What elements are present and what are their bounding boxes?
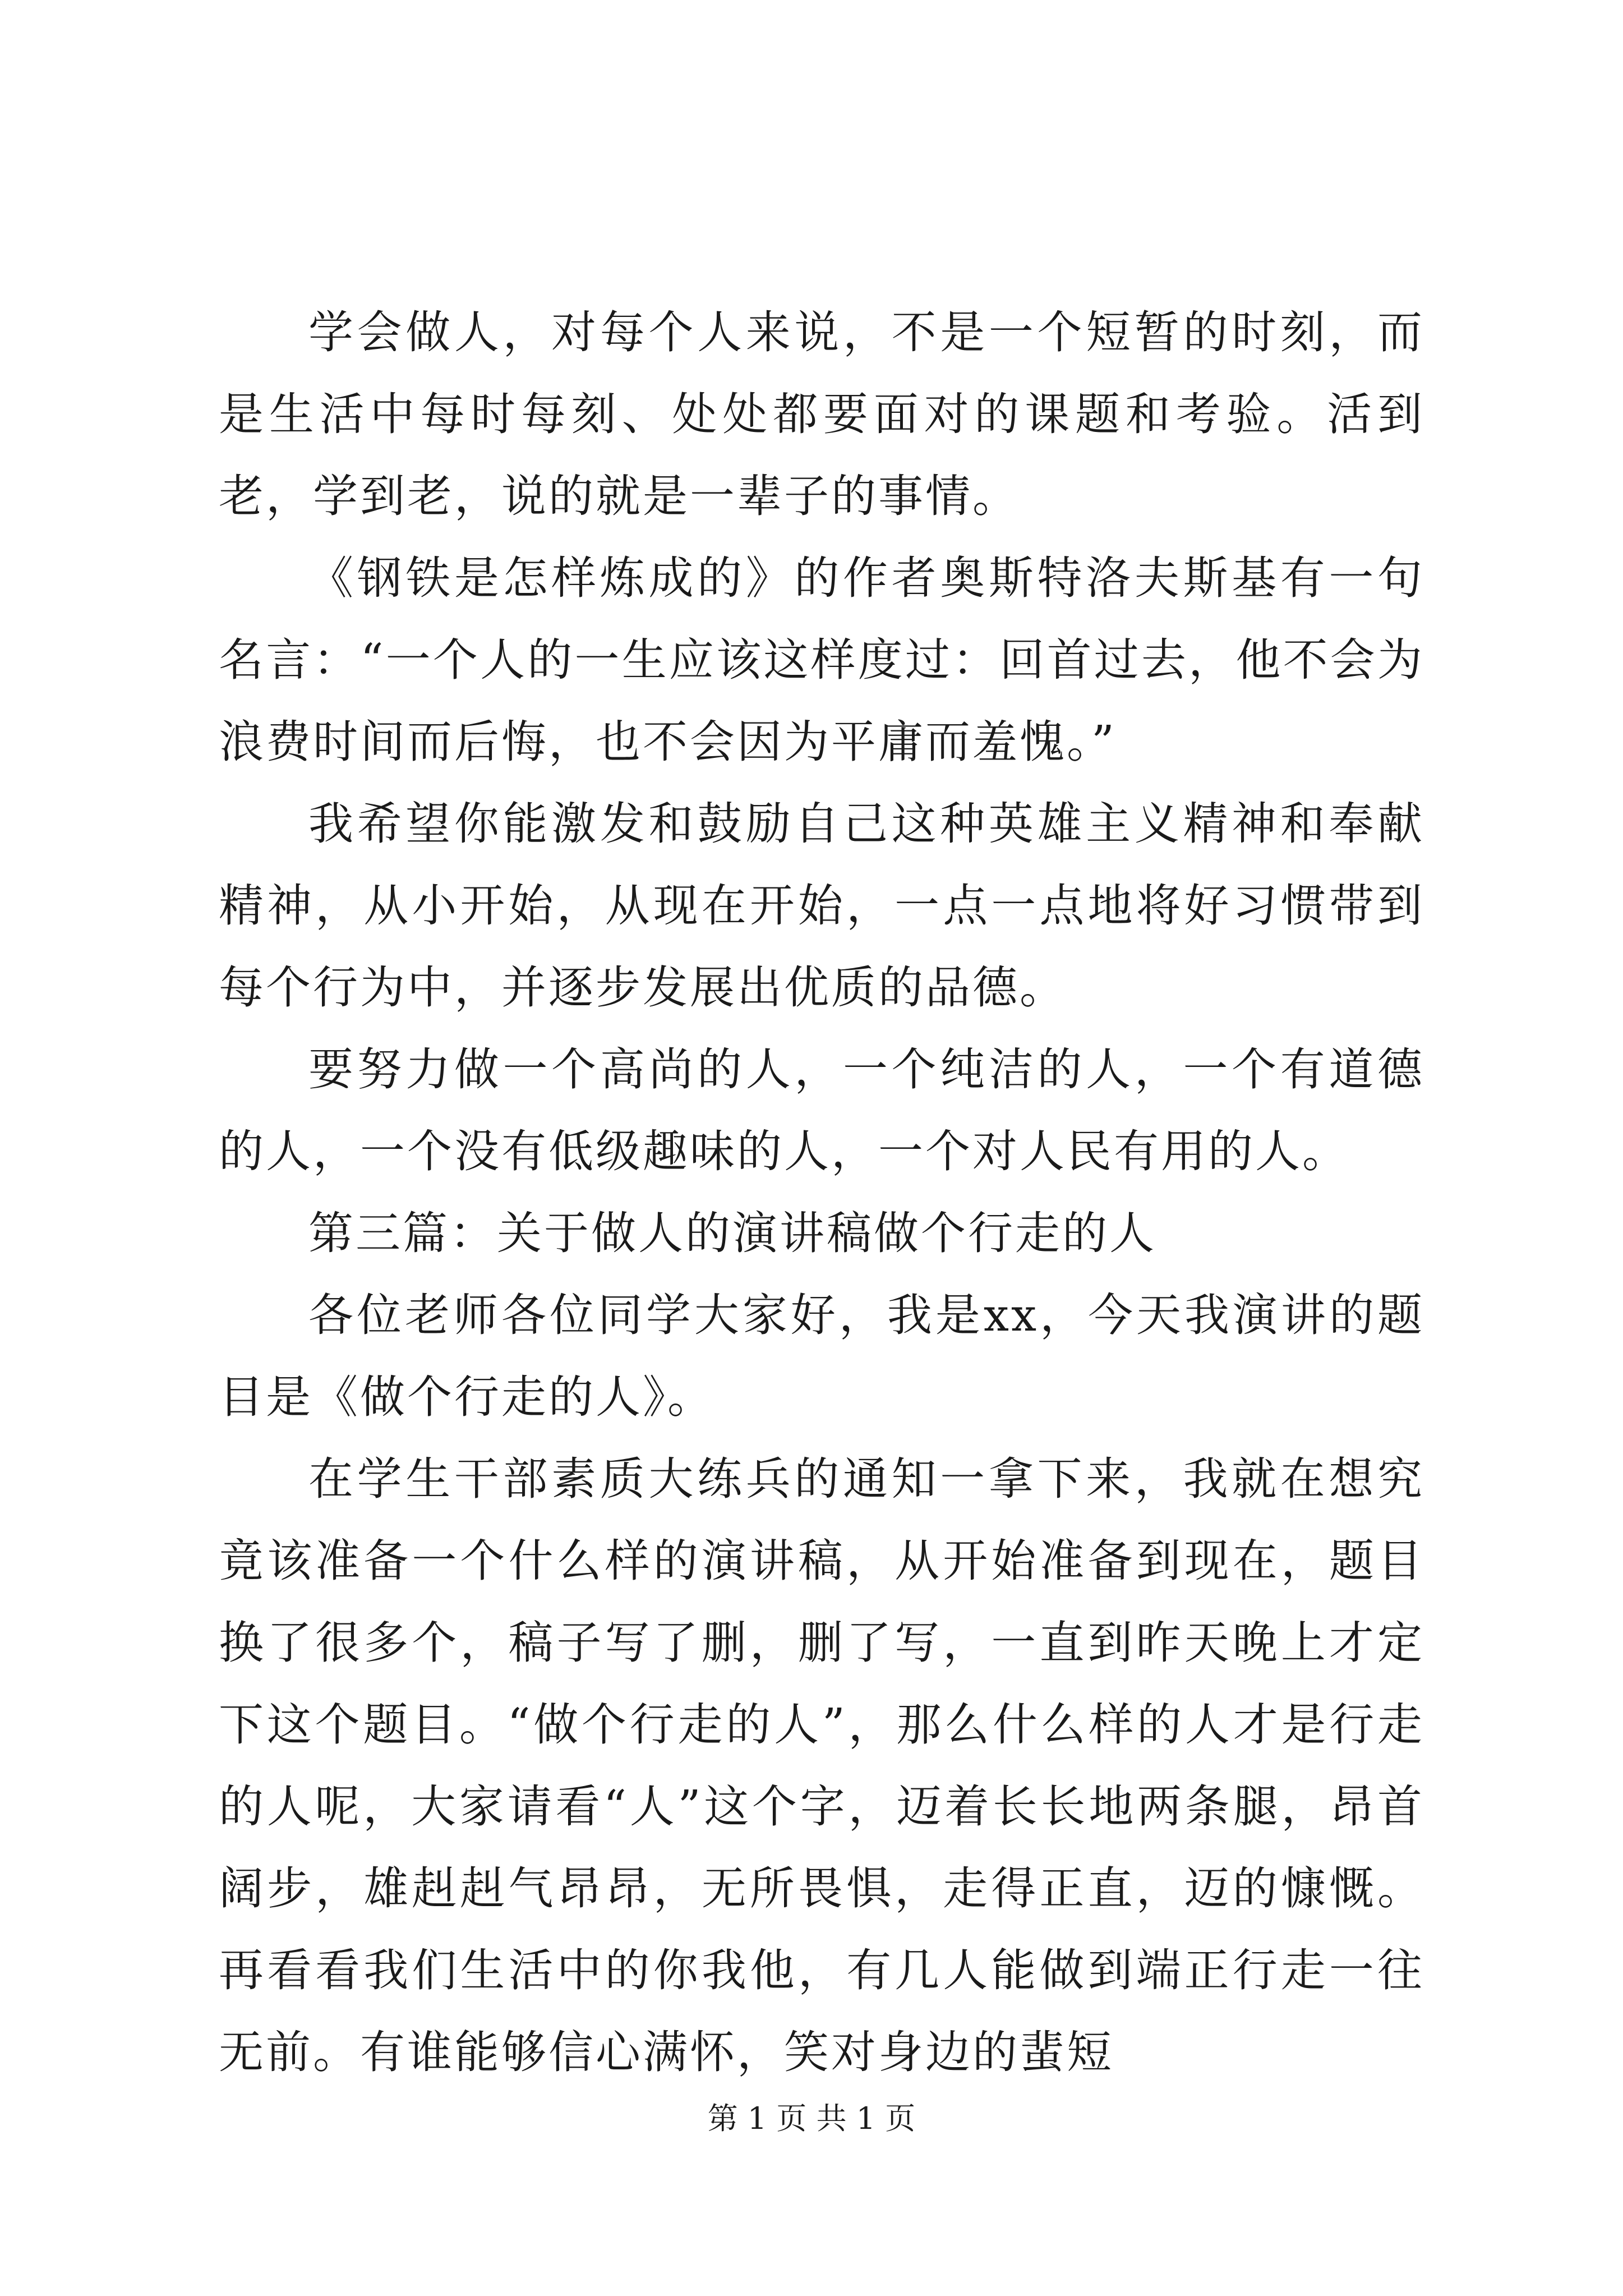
paragraph-2: 《钢铁是怎样炼成的》的作者奥斯特洛夫斯基有一句名言：“一个人的一生应该这样度过：回首过去，他不会为浪费时间而后悔，也不会因为平庸而羞愧。” [219, 552, 1424, 768]
document-body [219, 292, 1424, 2093]
paragraph-6: 各位老师各位同学大家好，我是xx，今天我演讲的题目是《做个行走的人》。 [219, 1289, 1424, 1423]
paragraph-4: 要努力做一个高尚的人，一个纯洁的人，一个有道德的人，一个没有低级趣味的人，一个对人民有用的人。 [219, 1043, 1424, 1177]
section-heading: 第三篇：关于做人的演讲稿做个行走的人 [308, 1207, 1156, 1259]
paragraph-3: 我希望你能激发和鼓励自己这种英雄主义精神和奉献精神，从小开始，从现在开始，一点一点地将好习惯带到每个行为中，并逐步发展出优质的品德。 [219, 798, 1424, 1014]
page-footer: 第 1 页 共 1 页 [707, 2101, 916, 2136]
paragraph-1: 学会做人，对每个人来说，不是一个短暂的时刻，而是生活中每时每刻、处处都要面对的课题和考验。活到老，学到老，说的就是一辈子的事情。 [219, 306, 1424, 522]
paragraph-7: 在学生干部素质大练兵的通知一拿下来，我就在想究竟该准备一个什么样的演讲稿，从开始准备到现在，题目换了很多个，稿子写了删，删了写，一直到昨天晚上才定下这个题目。“做个行走的人”，那么什么样的人才是行走的人呢，大家请看“人”这个字，迈着长长地两条腿，昂首阔步，雄赳赳气昂昂，无所畏惧，走得正直，迈的慷慨。再看看我们生活中的你我他，有几人能做到端正行走一往无前。有谁能够信心满怀，笑对身边的蜚短 [219, 1453, 1424, 2078]
